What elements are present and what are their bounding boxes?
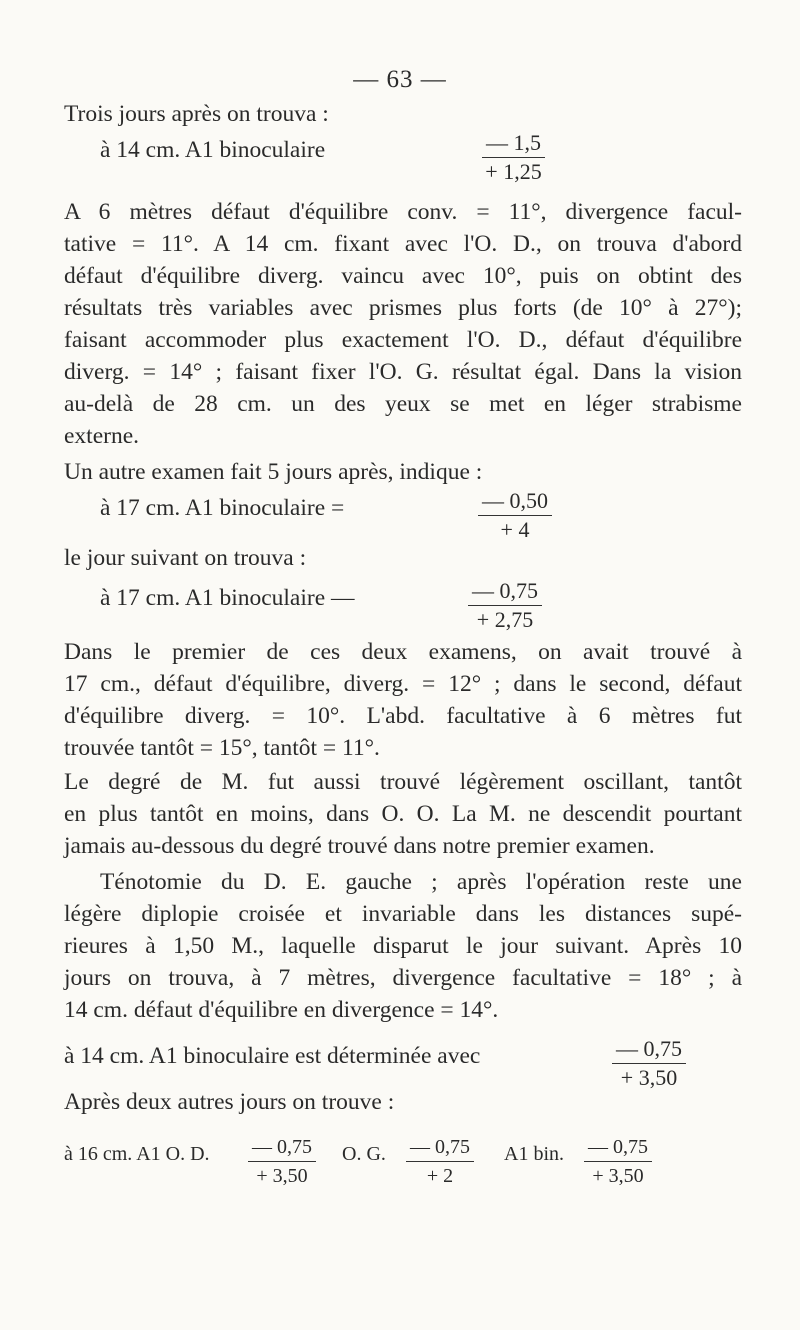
text-line: à 17 cm. A1 binoculaire = — [100, 495, 345, 521]
fraction-numerator: — 0,75 — [248, 1134, 316, 1162]
text-line: à 17 cm. A1 binoculaire — — [100, 585, 355, 611]
text-line: le jour suivant on trouva : — [64, 545, 307, 571]
fraction — [406, 1134, 474, 1189]
fraction — [584, 1134, 652, 1189]
fraction-numerator: — 0,75 — [468, 578, 542, 606]
fraction-denominator: + 1,25 — [485, 159, 542, 184]
text-line: A 6 mètres défaut d'équilibre conv. = 11°, divergence facul- — [64, 199, 742, 225]
fraction-numerator: — 0,50 — [478, 488, 552, 516]
text-line: Un autre examen fait 5 jours après, indique : — [64, 459, 483, 485]
text-line: Trois jours après on trouva : — [64, 101, 329, 127]
text-line: A1 bin. — [504, 1143, 564, 1165]
text-line: en plus tantôt en moins, dans O. O. La M. ne descendit pourtant — [64, 801, 742, 827]
fraction — [468, 578, 542, 633]
text-line: Après deux autres jours on trouve : — [64, 1089, 395, 1115]
fraction-denominator: + 3,50 — [620, 1065, 678, 1090]
text-line: défaut d'équilibre diverg. vaincu avec 10°, puis on obtint des — [64, 263, 742, 289]
fraction — [478, 488, 552, 543]
fraction-numerator: — 1,5 — [482, 130, 545, 158]
text-line: 17 cm., défaut d'équilibre, diverg. = 12° ; dans le second, défaut — [64, 671, 742, 697]
fraction — [248, 1134, 316, 1189]
text-line: 14 cm. défaut d'équilibre en divergence = 14°. — [64, 997, 499, 1023]
text-line: à 14 cm. A1 binoculaire est déterminée avec — [64, 1043, 481, 1069]
text-line: jamais au-dessous du degré trouvé dans notre premier examen. — [64, 833, 655, 859]
text-line: trouvée tantôt = 15°, tantôt = 11°. — [64, 735, 380, 761]
fraction-numerator: — 0,75 — [406, 1134, 474, 1162]
text-line: rieures à 1,50 M., laquelle disparut le jour suivant. Après 10 — [64, 933, 742, 959]
fraction-denominator: + 4 — [500, 517, 530, 542]
text-line: légère diplopie croisée et invariable dans les distances supé- — [64, 901, 742, 927]
text-line: O. G. — [342, 1143, 386, 1165]
fraction — [482, 130, 545, 185]
fraction-denominator: + 2 — [426, 1165, 454, 1187]
text-line: diverg. = 14° ; faisant fixer l'O. G. résultat égal. Dans la vision — [64, 359, 742, 385]
text-line: tative = 11°. A 14 cm. fixant avec l'O. D., on trouva d'abord — [64, 231, 742, 257]
text-line: Dans le premier de ces deux examens, on avait trouvé à — [64, 639, 742, 665]
text-line: faisant accommoder plus exactement l'O. D., défaut d'équilibre — [64, 327, 742, 353]
page-number: — 63 — — [353, 66, 447, 93]
text-line: au-delà de 28 cm. un des yeux se met en léger strabisme — [64, 391, 742, 417]
text-line: d'équilibre diverg. = 10°. L'abd. facultative à 6 mètres fut — [64, 703, 742, 729]
text-line: externe. — [64, 423, 140, 449]
text-line: à 16 cm. A1 O. D. — [64, 1143, 210, 1165]
text-line: jours on trouva, à 7 mètres, divergence facultative = 18° ; à — [64, 965, 742, 991]
fraction-denominator: + 2,75 — [476, 607, 534, 632]
fraction-denominator: + 3,50 — [256, 1165, 308, 1187]
fraction — [612, 1036, 686, 1091]
fraction-numerator: — 0,75 — [584, 1134, 652, 1162]
text-line: Le degré de M. fut aussi trouvé légèrement oscillant, tantôt — [64, 769, 742, 795]
text-line: Ténotomie du D. E. gauche ; après l'opération reste une — [100, 869, 742, 895]
fraction-denominator: + 3,50 — [592, 1165, 644, 1187]
fraction-numerator: — 0,75 — [612, 1036, 686, 1064]
text-line: résultats très variables avec prismes plus forts (de 10° à 27°); — [64, 295, 742, 321]
text-line: à 14 cm. A1 binoculaire — [100, 137, 326, 163]
